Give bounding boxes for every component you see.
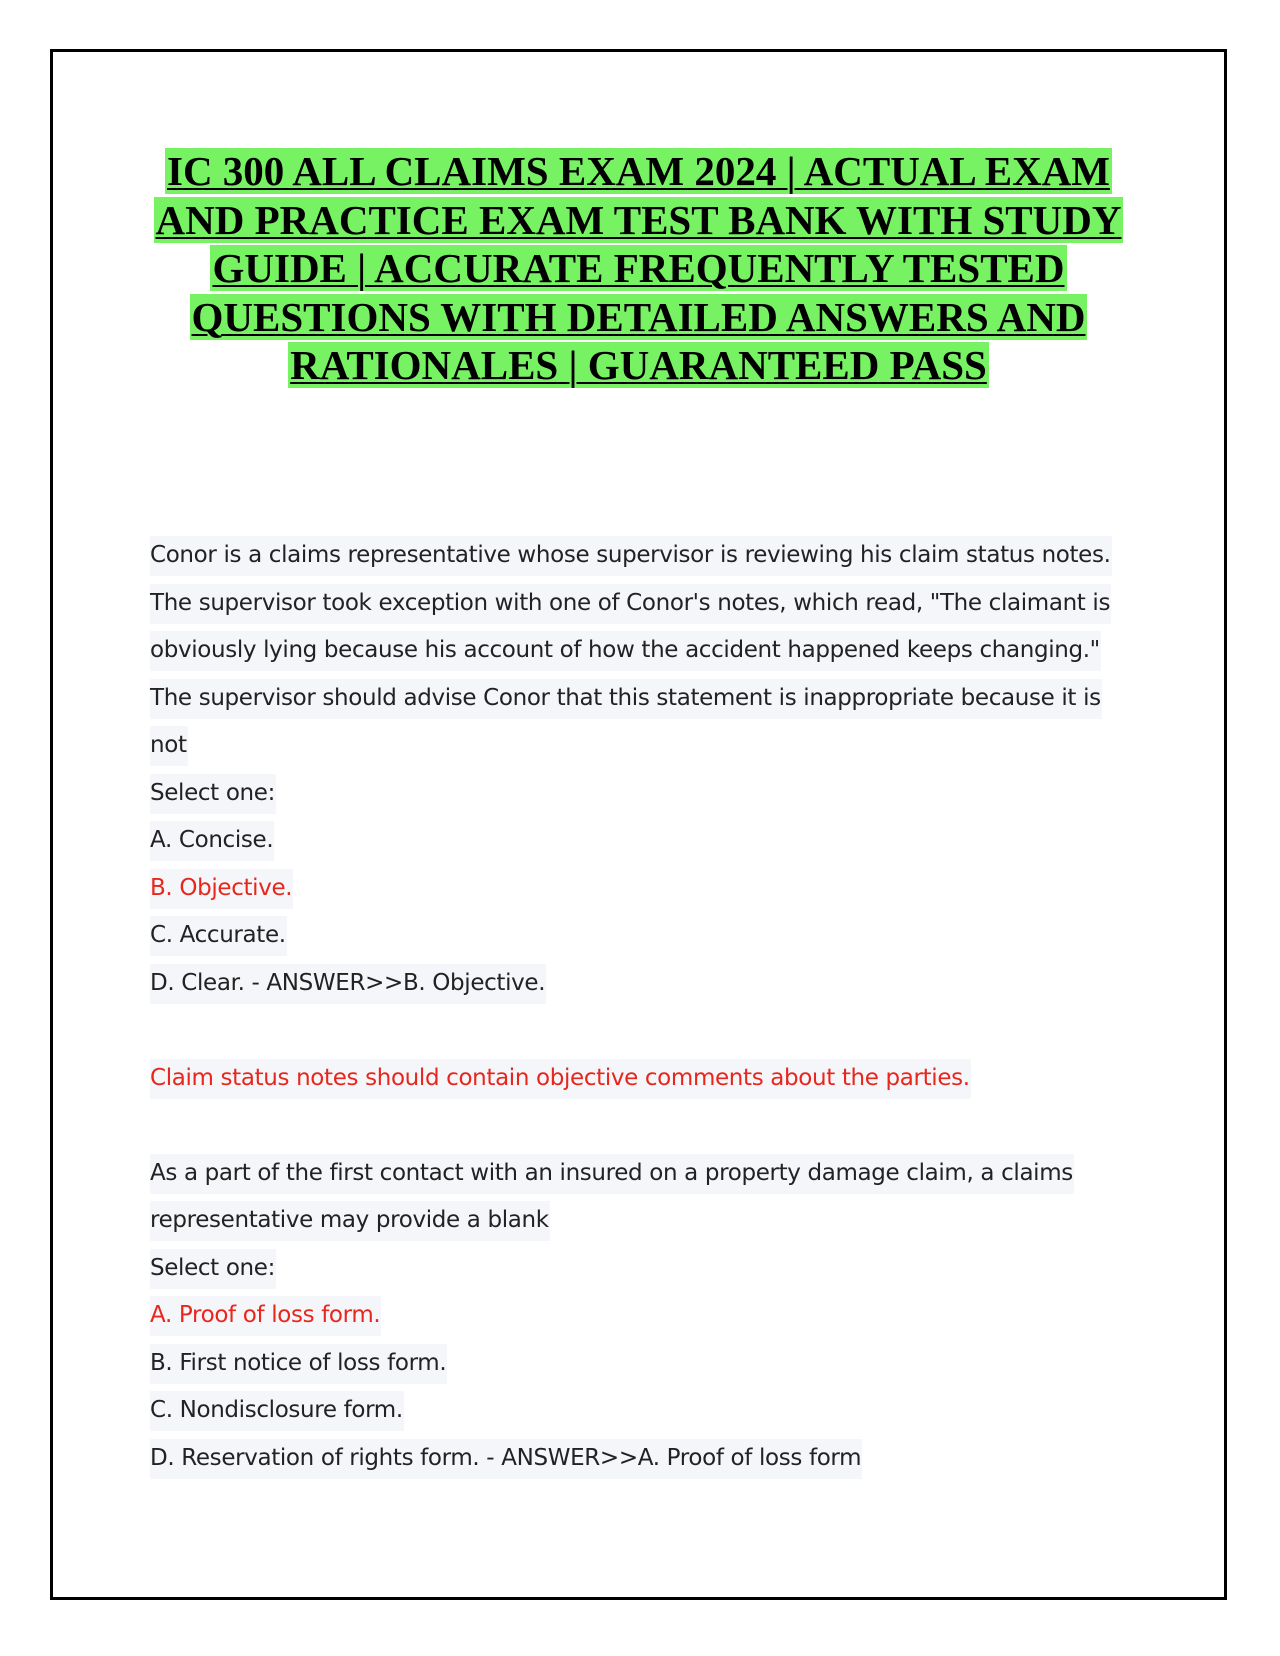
document-title (130, 147, 1147, 390)
question-1-option-c: C. Accurate. (150, 912, 1140, 960)
question-1-prompt: Select one: (150, 770, 1140, 818)
question-1-stem: Conor is a claims representative whose supervisor is reviewing his claim status notes. The supervisor took exception with one of Conor's notes, which read, "The claimant is obviously lying because his account of how the accident happened keeps changing." The supervisor should advise Conor that this statement is inappropriate because it is not (150, 532, 1140, 770)
question-2-prompt: Select one: (150, 1245, 1140, 1293)
question-2-stem: As a part of the first contact with an insured on a property damage claim, a claims representative may provide a blank (150, 1150, 1140, 1245)
document-title-text: IC 300 ALL CLAIMS EXAM 2024 | ACTUAL EXAM AND PRACTICE EXAM TEST BANK WITH STUDY GUIDE | ACCURATE FREQUENTLY TESTED QUESTIONS WITH DETAILED ANSWERS AND RATIONALES | GUARANTEED PASS (155, 148, 1122, 388)
question-1-rationale: Claim status notes should contain objective comments about the parties. (150, 1055, 1140, 1103)
question-1-option-b-correct: B. Objective. (150, 865, 1140, 913)
question-2-option-a-correct: A. Proof of loss form. (150, 1292, 1140, 1340)
question-2-option-c: C. Nondisclosure form. (150, 1387, 1140, 1435)
spacer (150, 1007, 1140, 1055)
document-body (150, 532, 1140, 1482)
question-1-option-a: A. Concise. (150, 817, 1140, 865)
spacer (150, 1102, 1140, 1150)
question-1-option-d-answer: D. Clear. - ANSWER>>B. Objective. (150, 960, 1140, 1008)
question-2-option-b: B. First notice of loss form. (150, 1340, 1140, 1388)
question-2-option-d-answer: D. Reservation of rights form. - ANSWER>>A. Proof of loss form (150, 1435, 1140, 1483)
